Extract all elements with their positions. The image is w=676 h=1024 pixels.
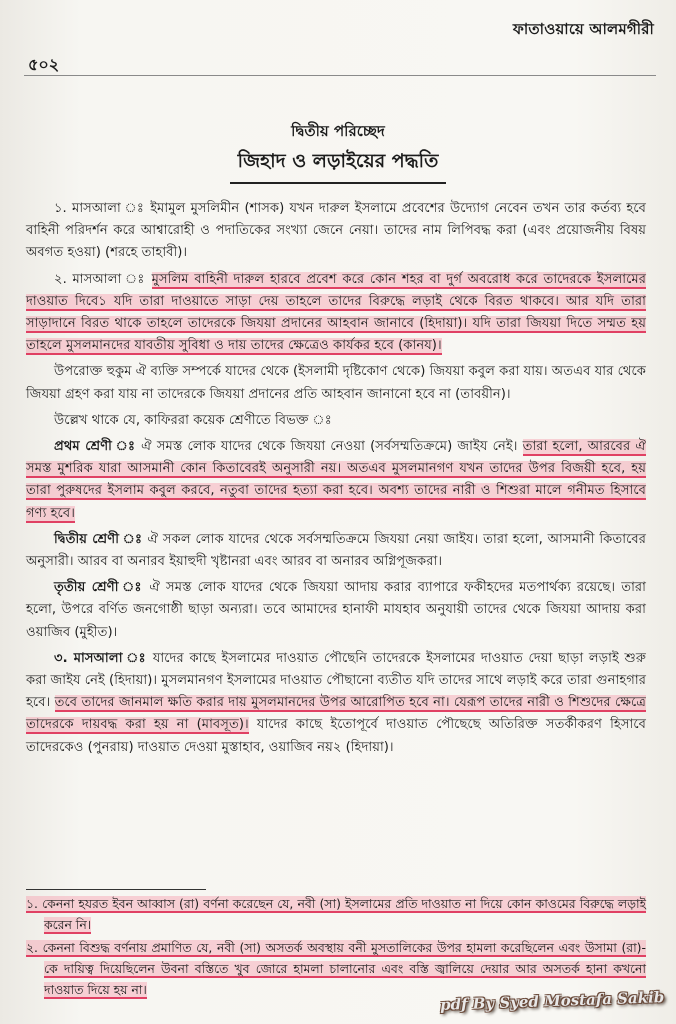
first-category-text: ঐ সমস্ত লোক যাদের থেকে জিযয়া নেওয়া (সর্বসম্মতিক্রমে) জাইয নেই। xyxy=(135,439,523,455)
second-category-text: ঐ সকল লোক যাদের থেকে সর্বসম্মতিক্রমে জিযয়া নেয়া জাইয। তারা হলো, আসমানী কিতাবের অনুসারী। আরব বা অনারব ইয়াহুদী খৃষ্টানরা এবং আরব বা অনারব অগ্নিপূজকরা। xyxy=(26,531,646,570)
third-category-text: ঐ সমস্ত লোক যাদের থেকে জিযয়া আদায় করার ব্যাপারে ফকীহদের মতপার্থক্য রয়েছে। তারা হলো, উপরে বর্ণিত জনগোষ্ঠী ছাড়া অন্যরা। তবে আমাদের হানাফী মাযহাব অনুযায়ী তাদের থেকে জিযয়া আদায় করা ওয়াজিব (মুহীত)। xyxy=(26,580,646,640)
highlighted-text: তারা হলো, আরবের ঐ সমস্ত মুশরিক যারা আসমানী কোন কিতাবেরই অনুসারী নয়। অতএব মুসলমানগণ যখন তাদের উপর বিজয়ী হবে, হয় তারা পুরুষদের ইসলাম কবুল করবে, নতুবা তাদের হত্যা করা হবে। অবশ্য তাদের নারী ও শিশুরা মালে গনীমত হিসাবে গণ্য হবে। xyxy=(26,439,647,521)
masala-3-text-b: যাদের কাছে ইতোপূর্বে দাওয়াত পৌছেছে অতিরিক্ত সতর্কীকরণ হিসাবে তাদেরকেও (পুনরায়) দাওয়াত দেওয়া মুস্তাহাব, ওয়াজিব নয়২ (হিদায়া)। xyxy=(26,717,646,755)
first-category-label: প্রথম শ্রেণী ঃ xyxy=(54,439,136,455)
paragraph-masala-2 xyxy=(26,269,646,358)
highlighted-text: মুসলিম বাহিনী দারুল হারবে প্রবেশ করে কোন শহর বা দুর্গ অবরোধ করে তাদেরকে ইসলামের দাওয়াত দিবে১ যদি তারা দাওয়াতে সাড়া দেয় তাহলে তাদের বিরুদ্ধে লড়াই থেকে বিরত থাকবে। আর যদি তারা সাড়াদানে বিরত থাকে তাহলে তাদেরকে জিযয়া প্রদানের আহবান জানাবে (হিদায়া)। যদি তারা জিযয়া দিতে সম্মত হয় তাহলে মুসলমানদের যাবতীয় সুবিধা ও দায় তাদের ক্ষেত্রেও কার্যকর হবে (কানয)। xyxy=(26,271,646,354)
paragraph-second-category xyxy=(26,529,646,573)
highlighted-text: ২. কেননা বিশুদ্ধ বর্ণনায় প্রমাণিত যে, নবী (সা) অসতর্ক অবস্থায় বনী মুসতালিকের উপর হামলা করেছিলেন এবং উসামা (রা)-কে দায়িত্ব দিয়েছিলেন উবনা বস্তিতে খুব জোরে হামলা চালানোর এবং বস্তি জ্বালিয়ে দেয়ার আর অসতর্ক হানা কখনো দাওয়াত দিয়ে হয় না। xyxy=(26,940,646,997)
highlighted-text: ১. কেননা হযরত ইবন আব্বাস (রা) বর্ণনা করেছেন যে, নবী (সা) ইসলামের প্রতি দাওয়াত না দিয়ে কোন কাওমের বিরুদ্ধে লড়াই করেন নি। xyxy=(26,896,646,932)
paragraph-masala-1: ১. মাসআলা ঃ ইমামুল মুসলিমীন (শাসক) যখন দারুল ইসলামে প্রবেশের উদ্যোগ নেবেন তখন তার কর্তব্য হবে বাহিনী পরিদর্শন করে আশ্বারোহী ও পদাতিকের সংখ্যা জেনে নেয়া। তাদের নাম লিপিবদ্ধ করা (এবং প্রয়োজনীয় বিষয় অবগত হওয়া) (শরহে তাহাবী)। xyxy=(26,201,646,261)
highlighted-text: তবে তাদের জানমাল ক্ষতি করার দায় মুসলমানদের উপর আরোপিত হবে না। যেরূপ তাদের নারী ও শিশুদের ক্ষেত্রে তাদেরকে দায়বদ্ধ করা হয় না (মাবসূত)। xyxy=(26,695,646,733)
body-text xyxy=(26,198,646,763)
paragraph-first-category xyxy=(26,436,646,525)
second-category-label: দ্বিতীয় শ্রেণী ঃ xyxy=(54,531,143,547)
paragraph-categories-intro: উল্লেখ থাকে যে, কাফিররা কয়েক শ্রেণীতে বিভক্ত ঃ xyxy=(54,412,332,428)
masala-3-label: ৩. মাসআলা ঃ xyxy=(54,650,148,666)
section-title: জিহাদ ও লড়াইয়ের পদ্ধতি xyxy=(230,147,447,184)
footnote-rule xyxy=(26,889,206,890)
page-number: ৫০২ xyxy=(28,55,60,74)
header-rule xyxy=(24,75,656,76)
footnote-2 xyxy=(26,937,646,1000)
masala-3-text-a: যাদের কাছে ইসলামের দাওয়াত পৌছেনি তাদেরকে ইসলামের দাওয়াত দেয়া ছাড়া লড়াই শুরু করা জাইয নেই (হিদায়া)। মুসলমানগণ ইসলামের দাওয়াত পৌছানো ব্যতীত যদি তাদের সাথে লড়াই করে তারা গুনাহগার হবে। xyxy=(26,650,646,711)
paragraph-third-category xyxy=(26,577,646,644)
title-wrap xyxy=(0,147,676,184)
paragraph-ruling-note: উপরোক্ত হুকুম ঐ ব্যক্তি সম্পর্কে যাদের থেকে (ইসলামী দৃষ্টিকোণ থেকে) জিযয়া কবুল করা যায়। অতএব যার থেকে জিযয়া গ্রহণ করা যায় না তাদেরকে জিযয়া প্রদানের প্রতি আহবান জানানো হবে না (তাবয়ীন)। xyxy=(26,364,646,402)
watermark: pdf By Syed Mostafa Sakib xyxy=(439,988,665,1014)
third-category-label: তৃতীয় শ্রেণী ঃ xyxy=(54,580,144,596)
footnotes xyxy=(26,893,646,1002)
book-title-header: ফাতাওয়ায়ে আলমগীরী xyxy=(512,20,654,38)
chapter-heading: দ্বিতীয় পরিচ্ছেদ xyxy=(291,122,385,140)
masala-2-lead: ২. মাসআলা ঃ xyxy=(54,271,152,287)
footnote-1 xyxy=(26,893,646,935)
paragraph-masala-3 xyxy=(26,648,646,759)
